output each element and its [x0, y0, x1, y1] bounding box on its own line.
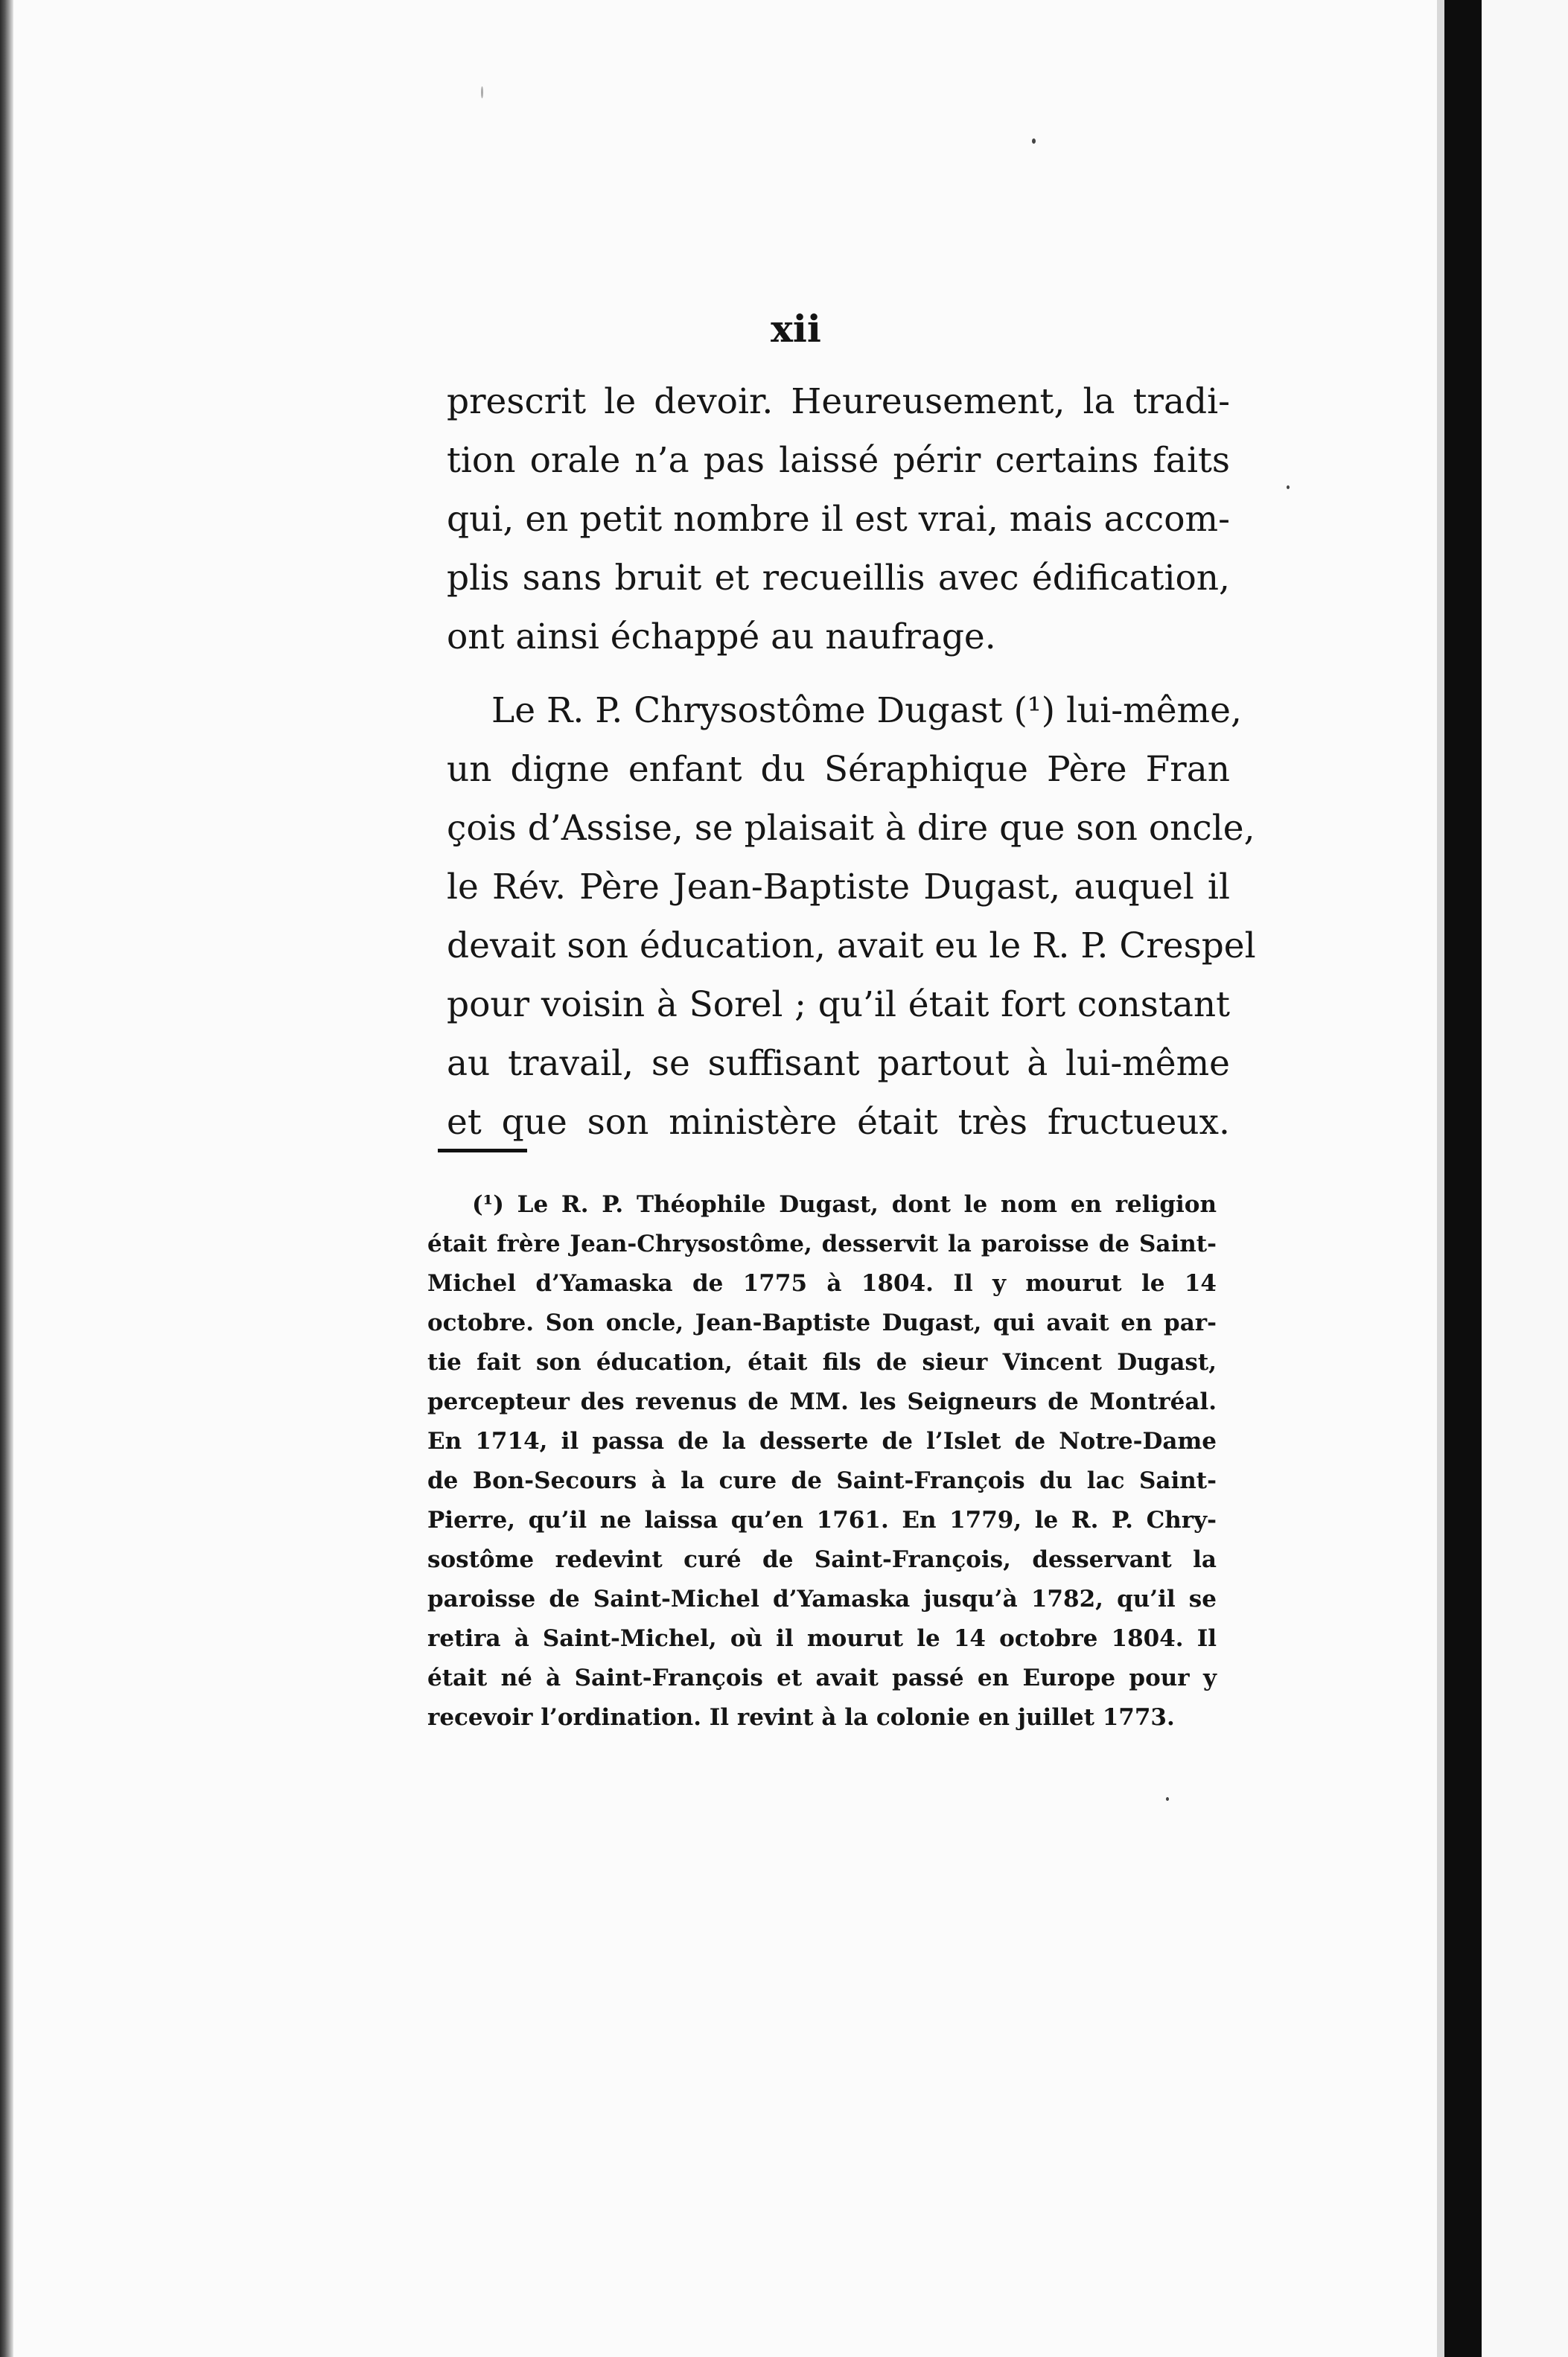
text-line: et que son ministère était très fructueux. — [447, 1102, 1230, 1143]
dust-speck — [1166, 1797, 1169, 1801]
dust-speck — [481, 86, 483, 98]
edge-gap — [1437, 0, 1444, 2357]
dust-speck — [1287, 485, 1290, 489]
text-line: pour voisin à Sorel ; qu’il était fort constant — [447, 984, 1230, 1025]
footnote-line: Michel d’Yamaska de 1775 à 1804. Il y mourut le 14 — [427, 1270, 1217, 1297]
text-line: plis sans bruit et recueillis avec édification, — [447, 558, 1230, 599]
footnote-line: était né à Saint-François et avait passé en Europe pour y — [427, 1665, 1217, 1691]
text-line: Le R. P. Chrysostôme Dugast (¹) lui-même, — [491, 690, 1242, 731]
page-number: xii — [771, 307, 821, 351]
text-line: çois d’Assise, se plaisait à dire que son oncle, — [447, 808, 1255, 849]
text-line: devait son éducation, avait eu le R. P. Crespel — [447, 925, 1256, 966]
footnote-line: était frère Jean-Chrysostôme, desservit la paroisse de Saint- — [427, 1231, 1217, 1257]
text-line: prescrit le devoir. Heureusement, la tradi- — [447, 381, 1230, 422]
footnote-line: (¹) Le R. P. Théophile Dugast, dont le nom en religion — [472, 1191, 1217, 1218]
left-scan-edge — [0, 0, 13, 2357]
footnote-line: retira à Saint-Michel, où il mourut le 14 octobre 1804. Il — [427, 1625, 1217, 1652]
text-line: au travail, se suffisant partout à lui-même — [447, 1043, 1230, 1084]
text-line: qui, en petit nombre il est vrai, mais accom- — [447, 499, 1230, 540]
footnote-line: Pierre, qu’il ne laissa qu’en 1761. En 1779, le R. P. Chry- — [427, 1507, 1217, 1534]
right-scan-edge — [1437, 0, 1568, 2357]
dust-speck — [1032, 138, 1036, 144]
footnote-line: tie fait son éducation, était fils de sieur Vincent Dugast, — [427, 1349, 1217, 1376]
paragraph-gap — [447, 666, 1230, 681]
main-text — [447, 372, 1256, 1152]
footnote-line: octobre. Son oncle, Jean-Baptiste Dugast, qui avait en par- — [427, 1310, 1217, 1336]
binding-shadow — [1444, 0, 1482, 2357]
text-line: ont ainsi échappé au naufrage. — [447, 616, 996, 657]
footnote-line: sostôme redevint curé de Saint-François, desservant la — [427, 1546, 1217, 1573]
text-line: le Rév. Père Jean-Baptiste Dugast, auquel il — [447, 867, 1230, 908]
footnote-line: paroisse de Saint-Michel d’Yamaska jusqu’à 1782, qu’il se — [427, 1586, 1217, 1613]
footnote-separator — [438, 1149, 527, 1152]
text-line: un digne enfant du Séraphique Père Fran — [447, 749, 1230, 790]
outer-margin — [1482, 0, 1568, 2357]
footnote-line: percepteur des revenus de MM. les Seigneurs de Montréal. — [427, 1388, 1217, 1415]
footnote-line: recevoir l’ordination. Il revint à la colonie en juillet 1773. — [427, 1704, 1175, 1731]
text-line: tion orale n’a pas laissé périr certains faits — [447, 440, 1230, 481]
footnote — [427, 1185, 1217, 1738]
footnote-line: de Bon-Secours à la cure de Saint-François du lac Saint- — [427, 1467, 1217, 1494]
footnote-line: En 1714, il passa de la desserte de l’Islet de Notre-Dame — [427, 1428, 1217, 1455]
